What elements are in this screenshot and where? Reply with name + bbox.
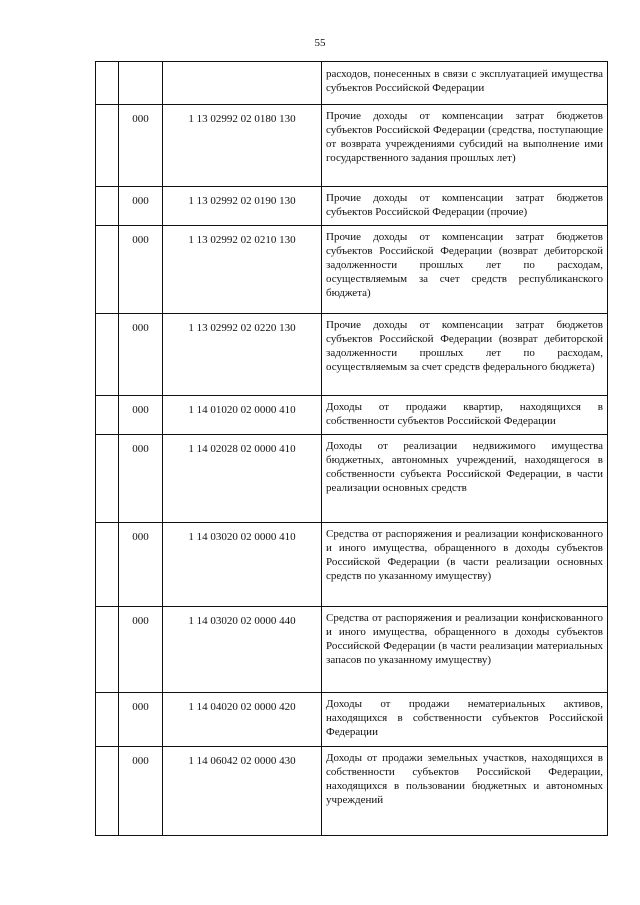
budget-code-cell: 1 14 03020 02 0000 410 [163, 523, 322, 607]
income-name-cell: Прочие доходы от компенсации затрат бюджетов субъектов Российской Федерации (прочие) [322, 187, 608, 226]
admin-code-cell: 000 [119, 105, 163, 187]
budget-code-cell [163, 62, 322, 105]
blank-cell [96, 693, 119, 747]
admin-code-cell: 000 [119, 747, 163, 836]
revenue-classification-table [95, 61, 608, 836]
budget-code-cell: 1 13 02992 02 0220 130 [163, 314, 322, 396]
admin-code-cell: 000 [119, 187, 163, 226]
table-row [96, 314, 608, 396]
budget-code-cell: 1 14 01020 02 0000 410 [163, 396, 322, 435]
income-name-cell: Средства от распоряжения и реализации конфискованного и иного имущества, обращенного в доходы субъектов Российской Федерации (в части реализации основных средств по указанному имуществу) [322, 523, 608, 607]
blank-cell [96, 314, 119, 396]
income-name-cell: Доходы от продажи нематериальных активов, находящихся в собственности субъектов Российской Федерации [322, 693, 608, 747]
blank-cell [96, 523, 119, 607]
blank-cell [96, 62, 119, 105]
blank-cell [96, 226, 119, 314]
income-name-cell: Прочие доходы от компенсации затрат бюджетов субъектов Российской Федерации (средства, поступающие от возврата учреждениями субсидий на выполнение ими государственного задания прошлых лет) [322, 105, 608, 187]
table-row [96, 693, 608, 747]
table-row [96, 607, 608, 693]
table-row [96, 523, 608, 607]
budget-code-cell: 1 13 02992 02 0210 130 [163, 226, 322, 314]
budget-code-cell: 1 14 04020 02 0000 420 [163, 693, 322, 747]
table-row [96, 105, 608, 187]
page-number: 55 [314, 37, 326, 49]
admin-code-cell [119, 62, 163, 105]
income-name-cell: Прочие доходы от компенсации затрат бюджетов субъектов Российской Федерации (возврат дебиторской задолженности прошлых лет по расходам, осуществляемым за счет средств республиканского бюджета) [322, 226, 608, 314]
income-name-cell: Доходы от продажи земельных участков, находящихся в собственности субъектов Российской Федерации, находящихся в пользовании бюджетных и автономных учреждений [322, 747, 608, 836]
table-row [96, 62, 608, 105]
admin-code-cell: 000 [119, 435, 163, 523]
blank-cell [96, 396, 119, 435]
budget-code-cell: 1 14 03020 02 0000 440 [163, 607, 322, 693]
admin-code-cell: 000 [119, 226, 163, 314]
admin-code-cell: 000 [119, 523, 163, 607]
table-row [96, 435, 608, 523]
blank-cell [96, 105, 119, 187]
blank-cell [96, 747, 119, 836]
admin-code-cell: 000 [119, 607, 163, 693]
income-name-cell: Средства от распоряжения и реализации конфискованного и иного имущества, обращенного в доходы субъектов Российской Федерации (в части реализации материальных запасов по указанному имуществу) [322, 607, 608, 693]
table-row [96, 747, 608, 836]
budget-code-cell: 1 14 06042 02 0000 430 [163, 747, 322, 836]
income-name-cell: Доходы от реализации недвижимого имущества бюджетных, автономных учреждений, находящегося в собственности субъекта Российской Федерации, в части реализации основных средств [322, 435, 608, 523]
blank-cell [96, 435, 119, 523]
admin-code-cell: 000 [119, 314, 163, 396]
table-row [96, 226, 608, 314]
budget-code-cell: 1 13 02992 02 0190 130 [163, 187, 322, 226]
table-row [96, 396, 608, 435]
blank-cell [96, 607, 119, 693]
table-row [96, 187, 608, 226]
budget-code-cell: 1 14 02028 02 0000 410 [163, 435, 322, 523]
income-name-cell: Доходы от продажи квартир, находящихся в собственности субъектов Российской Федерации [322, 396, 608, 435]
budget-code-cell: 1 13 02992 02 0180 130 [163, 105, 322, 187]
income-name-cell: расходов, понесенных в связи с эксплуатацией имущества субъектов Российской Федерации [322, 62, 608, 105]
admin-code-cell: 000 [119, 693, 163, 747]
income-name-cell: Прочие доходы от компенсации затрат бюджетов субъектов Российской Федерации (возврат дебиторской задолженности прошлых лет по расходам, осуществляемым за счет средств федерального бюджета) [322, 314, 608, 396]
admin-code-cell: 000 [119, 396, 163, 435]
blank-cell [96, 187, 119, 226]
